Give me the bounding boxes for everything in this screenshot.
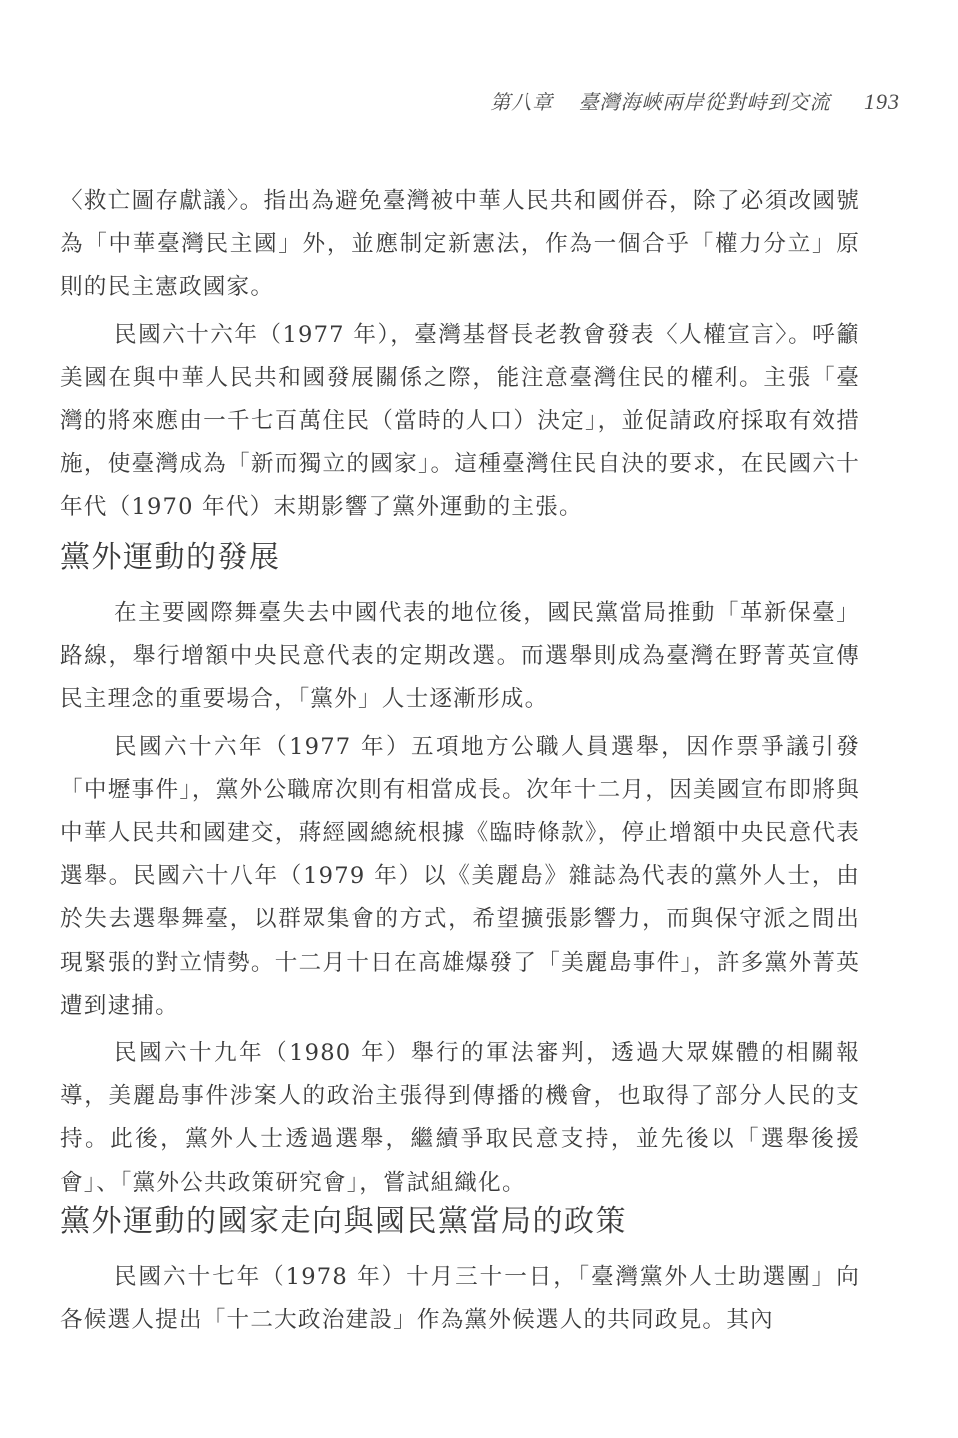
paragraph: 民國六十六年（1977 年）五項地方公職人員選舉，因作票爭議引發「中壢事件」，黨外公職席次則有相當成長。次年十二月，因美國宣布即將與中華人民共和國建交，蔣經國總統根據《臨時條款》，停止增額中央民意代表選舉。民國六十八年（1979 年）以《美麗島》雜誌為代表的黨外人士，由於失去選舉舞臺，以群眾集會的方式，希望擴張影響力，而與保守派之間出現緊張的對立情勢。十二月十日在高雄爆發了「美麗島事件」，許多黨外菁英遭到逮捕。 (60, 733, 860, 1019)
section-heading-policy: 黨外運動的國家走向與國民黨當局的政策 (60, 1204, 627, 1239)
paragraph: 民國六十七年（1978 年）十月三十一日，「臺灣黨外人士助選團」向各候選人提出「十二大政治建設」作為黨外候選人的共同政見。其內 (60, 1264, 860, 1334)
page-number: 193 (864, 89, 900, 114)
paragraph: 民國六十六年（1977 年），臺灣基督長老教會發表〈人權宣言〉。呼籲美國在與中華人民共和國發展關係之際，能注意臺灣住民的權利。主張「臺灣的將來應由一千七百萬住民（當時的人口）決定」，並促請政府採取有效措施，使臺灣成為「新而獨立的國家」。這種臺灣住民自決的要求，在民國六十年代（1970 年代）末期影響了黨外運動的主張。 (60, 321, 860, 521)
policy-text-block (60, 1256, 860, 1346)
paragraph: 民國六十九年（1980 年）舉行的軍法審判，透過大眾媒體的相關報導，美麗島事件涉案人的政治主張得到傳播的機會，也取得了部分人民的支持。此後，黨外人士透過選舉，繼續爭取民意支持，並先後以「選舉後援會」、「黨外公共政策研究會」，嘗試組織化。 (60, 1040, 860, 1196)
chapter-title: 臺灣海峽兩岸從對峙到交流 (578, 90, 831, 114)
chapter-label: 第八章 (490, 90, 554, 114)
intro-text-block (60, 180, 860, 534)
section-heading-development: 黨外運動的發展 (60, 540, 281, 575)
paragraph: 〈救亡圖存獻議〉。指出為避免臺灣被中華人民共和國併吞，除了必須改國號為「中華臺灣民主國」外，並應制定新憲法，作為一個合乎「權力分立」原則的民主憲政國家。 (60, 188, 860, 301)
development-text-block (60, 592, 860, 1209)
running-header (490, 86, 900, 115)
paragraph: 在主要國際舞臺失去中國代表的地位後，國民黨當局推動「革新保臺」路線，舉行增額中央民意代表的定期改選。而選舉則成為臺灣在野菁英宣傳民主理念的重要場合，「黨外」人士逐漸形成。 (60, 600, 860, 713)
